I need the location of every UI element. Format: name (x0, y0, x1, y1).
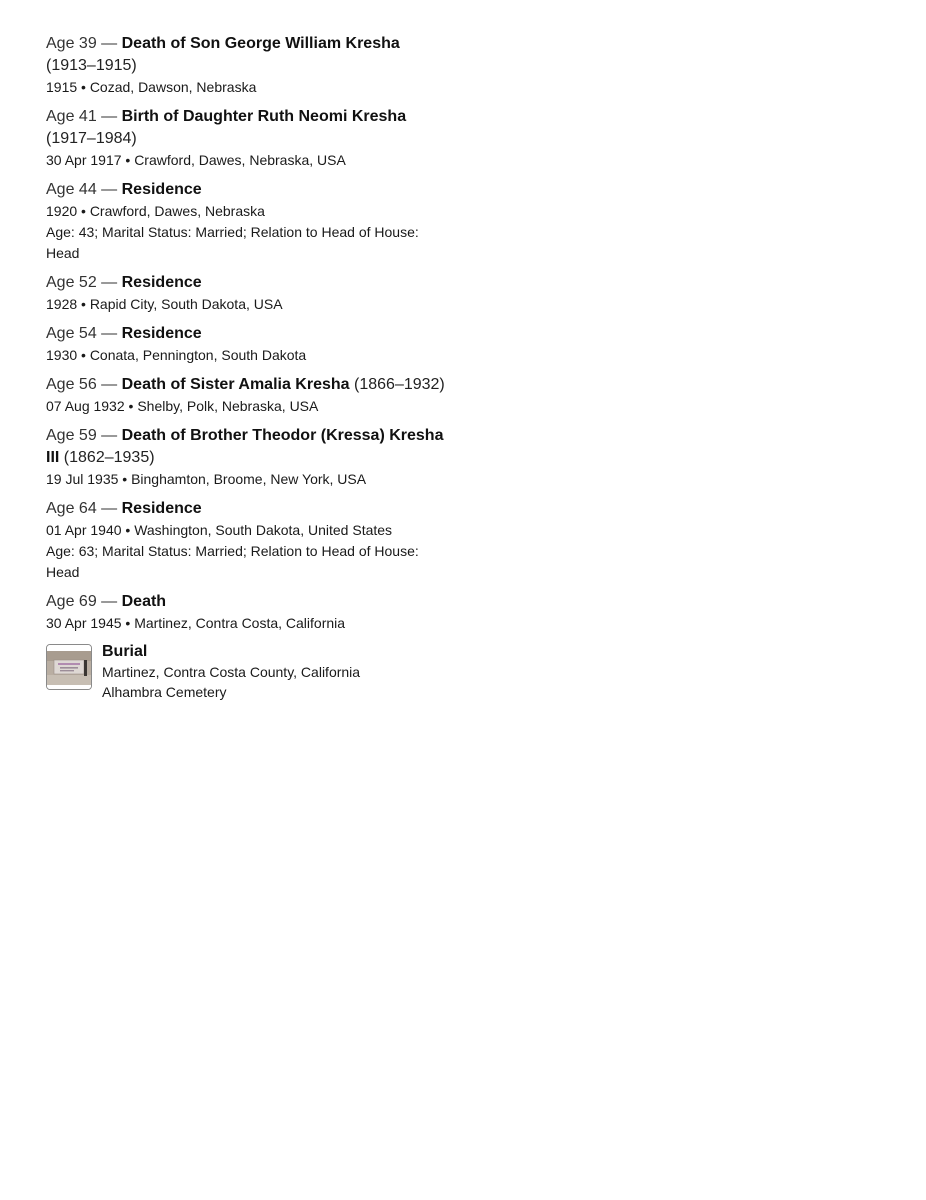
event-age: Age 54 (46, 325, 97, 342)
burial-item (46, 642, 446, 702)
burial-cemetery-link[interactable]: Alhambra Cemetery (102, 684, 227, 700)
burial-text (102, 642, 360, 702)
event-date-place: 1930 • Conata, Pennington, South Dakota (46, 347, 307, 363)
event-heading (46, 272, 446, 294)
event-date-place: 1915 • Cozad, Dawson, Nebraska (46, 79, 257, 95)
event-item (46, 272, 446, 315)
event-separator: — (101, 593, 118, 610)
event-age: Age 39 (46, 35, 97, 52)
event-separator: — (101, 500, 118, 517)
event-title-link[interactable]: Death of Brother Theodor (Kressa) Kresha III (46, 427, 444, 466)
event-item (46, 374, 446, 417)
event-title-link[interactable]: Birth of Daughter Ruth Neomi Kresha (121, 108, 407, 125)
burial-title: Burial (102, 643, 148, 660)
event-date-place: 1920 • Crawford, Dawes, Nebraska (46, 203, 265, 219)
event-item (46, 323, 446, 366)
event-lifespan: (1917–1984) (46, 130, 137, 147)
event-lifespan: (1866–1932) (354, 376, 445, 393)
event-separator: — (101, 325, 118, 342)
event-age: Age 56 (46, 376, 97, 393)
event-title: Residence (121, 181, 202, 198)
event-heading (46, 323, 446, 345)
event-title: Residence (121, 500, 202, 517)
event-item (46, 498, 446, 583)
event-separator: — (101, 427, 118, 444)
event-heading (46, 106, 446, 150)
event-details: Age: 63; Marital Status: Married; Relation to Head of House: Head (46, 543, 419, 580)
event-heading (46, 591, 446, 613)
gravestone-photo-image (47, 645, 92, 690)
event-age: Age 64 (46, 500, 97, 517)
event-date-place: 19 Jul 1935 • Binghamton, Broome, New York, USA (46, 471, 367, 487)
event-item (46, 106, 446, 171)
event-date-place: 07 Aug 1932 • Shelby, Polk, Nebraska, USA (46, 398, 319, 414)
event-heading (46, 374, 446, 396)
event-separator: — (101, 35, 118, 52)
event-age: Age 59 (46, 427, 97, 444)
event-item (46, 591, 446, 634)
event-heading (46, 425, 446, 469)
event-heading (46, 179, 446, 201)
event-details: Age: 43; Marital Status: Married; Relation to Head of House: Head (46, 224, 419, 261)
event-title-link[interactable]: Death of Sister Amalia Kresha (121, 376, 350, 393)
event-date-place: 1928 • Rapid City, South Dakota, USA (46, 296, 283, 312)
event-title: Residence (121, 325, 202, 342)
event-separator: — (101, 274, 118, 291)
event-item (46, 425, 446, 490)
event-separator: — (101, 181, 118, 198)
event-separator: — (101, 376, 118, 393)
event-separator: — (101, 108, 118, 125)
event-age: Age 41 (46, 108, 97, 125)
event-lifespan: (1862–1935) (63, 449, 155, 466)
event-age: Age 69 (46, 593, 97, 610)
event-title: Death (121, 593, 167, 610)
event-item (46, 33, 446, 98)
event-title-link[interactable]: Death of Son George William Kresha (121, 35, 400, 52)
event-lifespan: (1913–1915) (46, 57, 137, 74)
event-date-place: 30 Apr 1917 • Crawford, Dawes, Nebraska, USA (46, 152, 346, 168)
gravestone-photo-icon[interactable] (46, 644, 92, 690)
event-item (46, 179, 446, 264)
event-date-place: 30 Apr 1945 • Martinez, Contra Costa, California (46, 615, 346, 631)
event-age: Age 44 (46, 181, 97, 198)
event-heading (46, 33, 446, 77)
event-age: Age 52 (46, 274, 97, 291)
event-date-place: 01 Apr 1940 • Washington, South Dakota, United States (46, 522, 393, 538)
event-title: Residence (121, 274, 202, 291)
event-heading (46, 498, 446, 520)
burial-location: Martinez, Contra Costa County, California (102, 664, 361, 680)
life-events-timeline (46, 33, 446, 702)
